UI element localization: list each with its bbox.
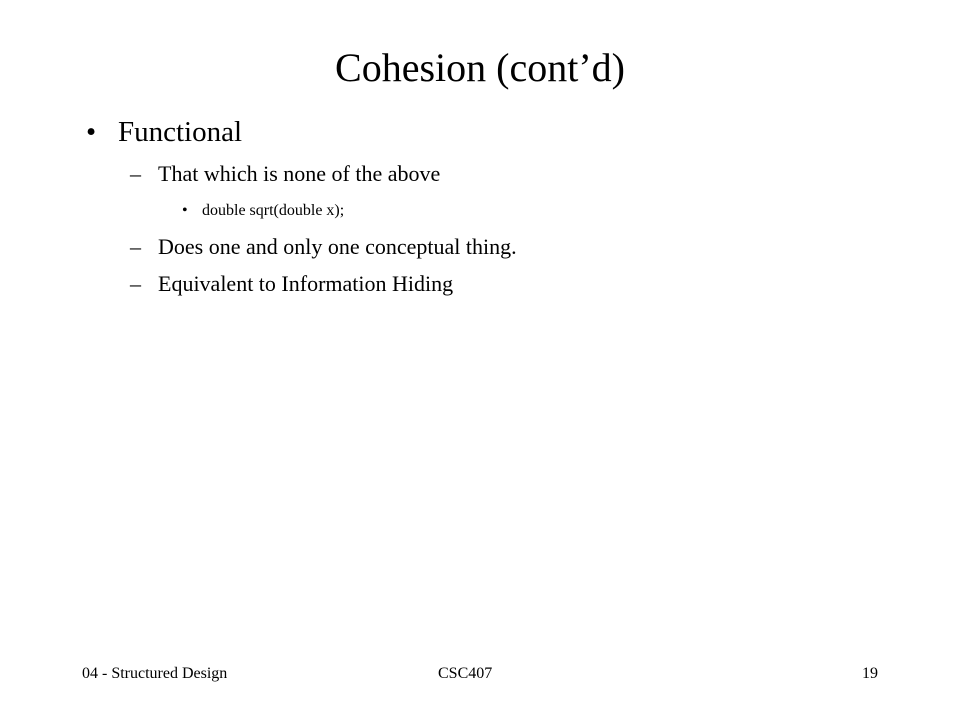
- sub-bullet-text: That which is none of the above: [158, 161, 441, 186]
- dash-marker: –: [130, 161, 141, 186]
- footer-course-code: CSC407: [438, 665, 493, 682]
- bullet-marker: •: [86, 116, 97, 148]
- dash-marker: –: [130, 234, 141, 259]
- footer-page-number: 19: [862, 665, 878, 682]
- slide-title: Cohesion (cont’d): [335, 45, 625, 90]
- sub-bullet-text: Equivalent to Information Hiding: [158, 271, 454, 296]
- sub-bullet-info-hiding: [130, 270, 453, 298]
- dash-marker: –: [130, 271, 141, 296]
- footer-course-section: 04 - Structured Design: [82, 665, 228, 682]
- sub-bullet-one-thing: [130, 233, 517, 261]
- sub-sub-bullet-sqrt: [182, 201, 344, 221]
- bullet-functional: [86, 114, 242, 150]
- bullet-marker: •: [182, 202, 188, 219]
- sub-bullet-text: Does one and only one conceptual thing.: [158, 234, 517, 259]
- sub-bullet-none-of-above: [130, 160, 440, 188]
- bullet-text: Functional: [118, 116, 243, 148]
- sub-sub-bullet-text: double sqrt(double x);: [202, 202, 345, 219]
